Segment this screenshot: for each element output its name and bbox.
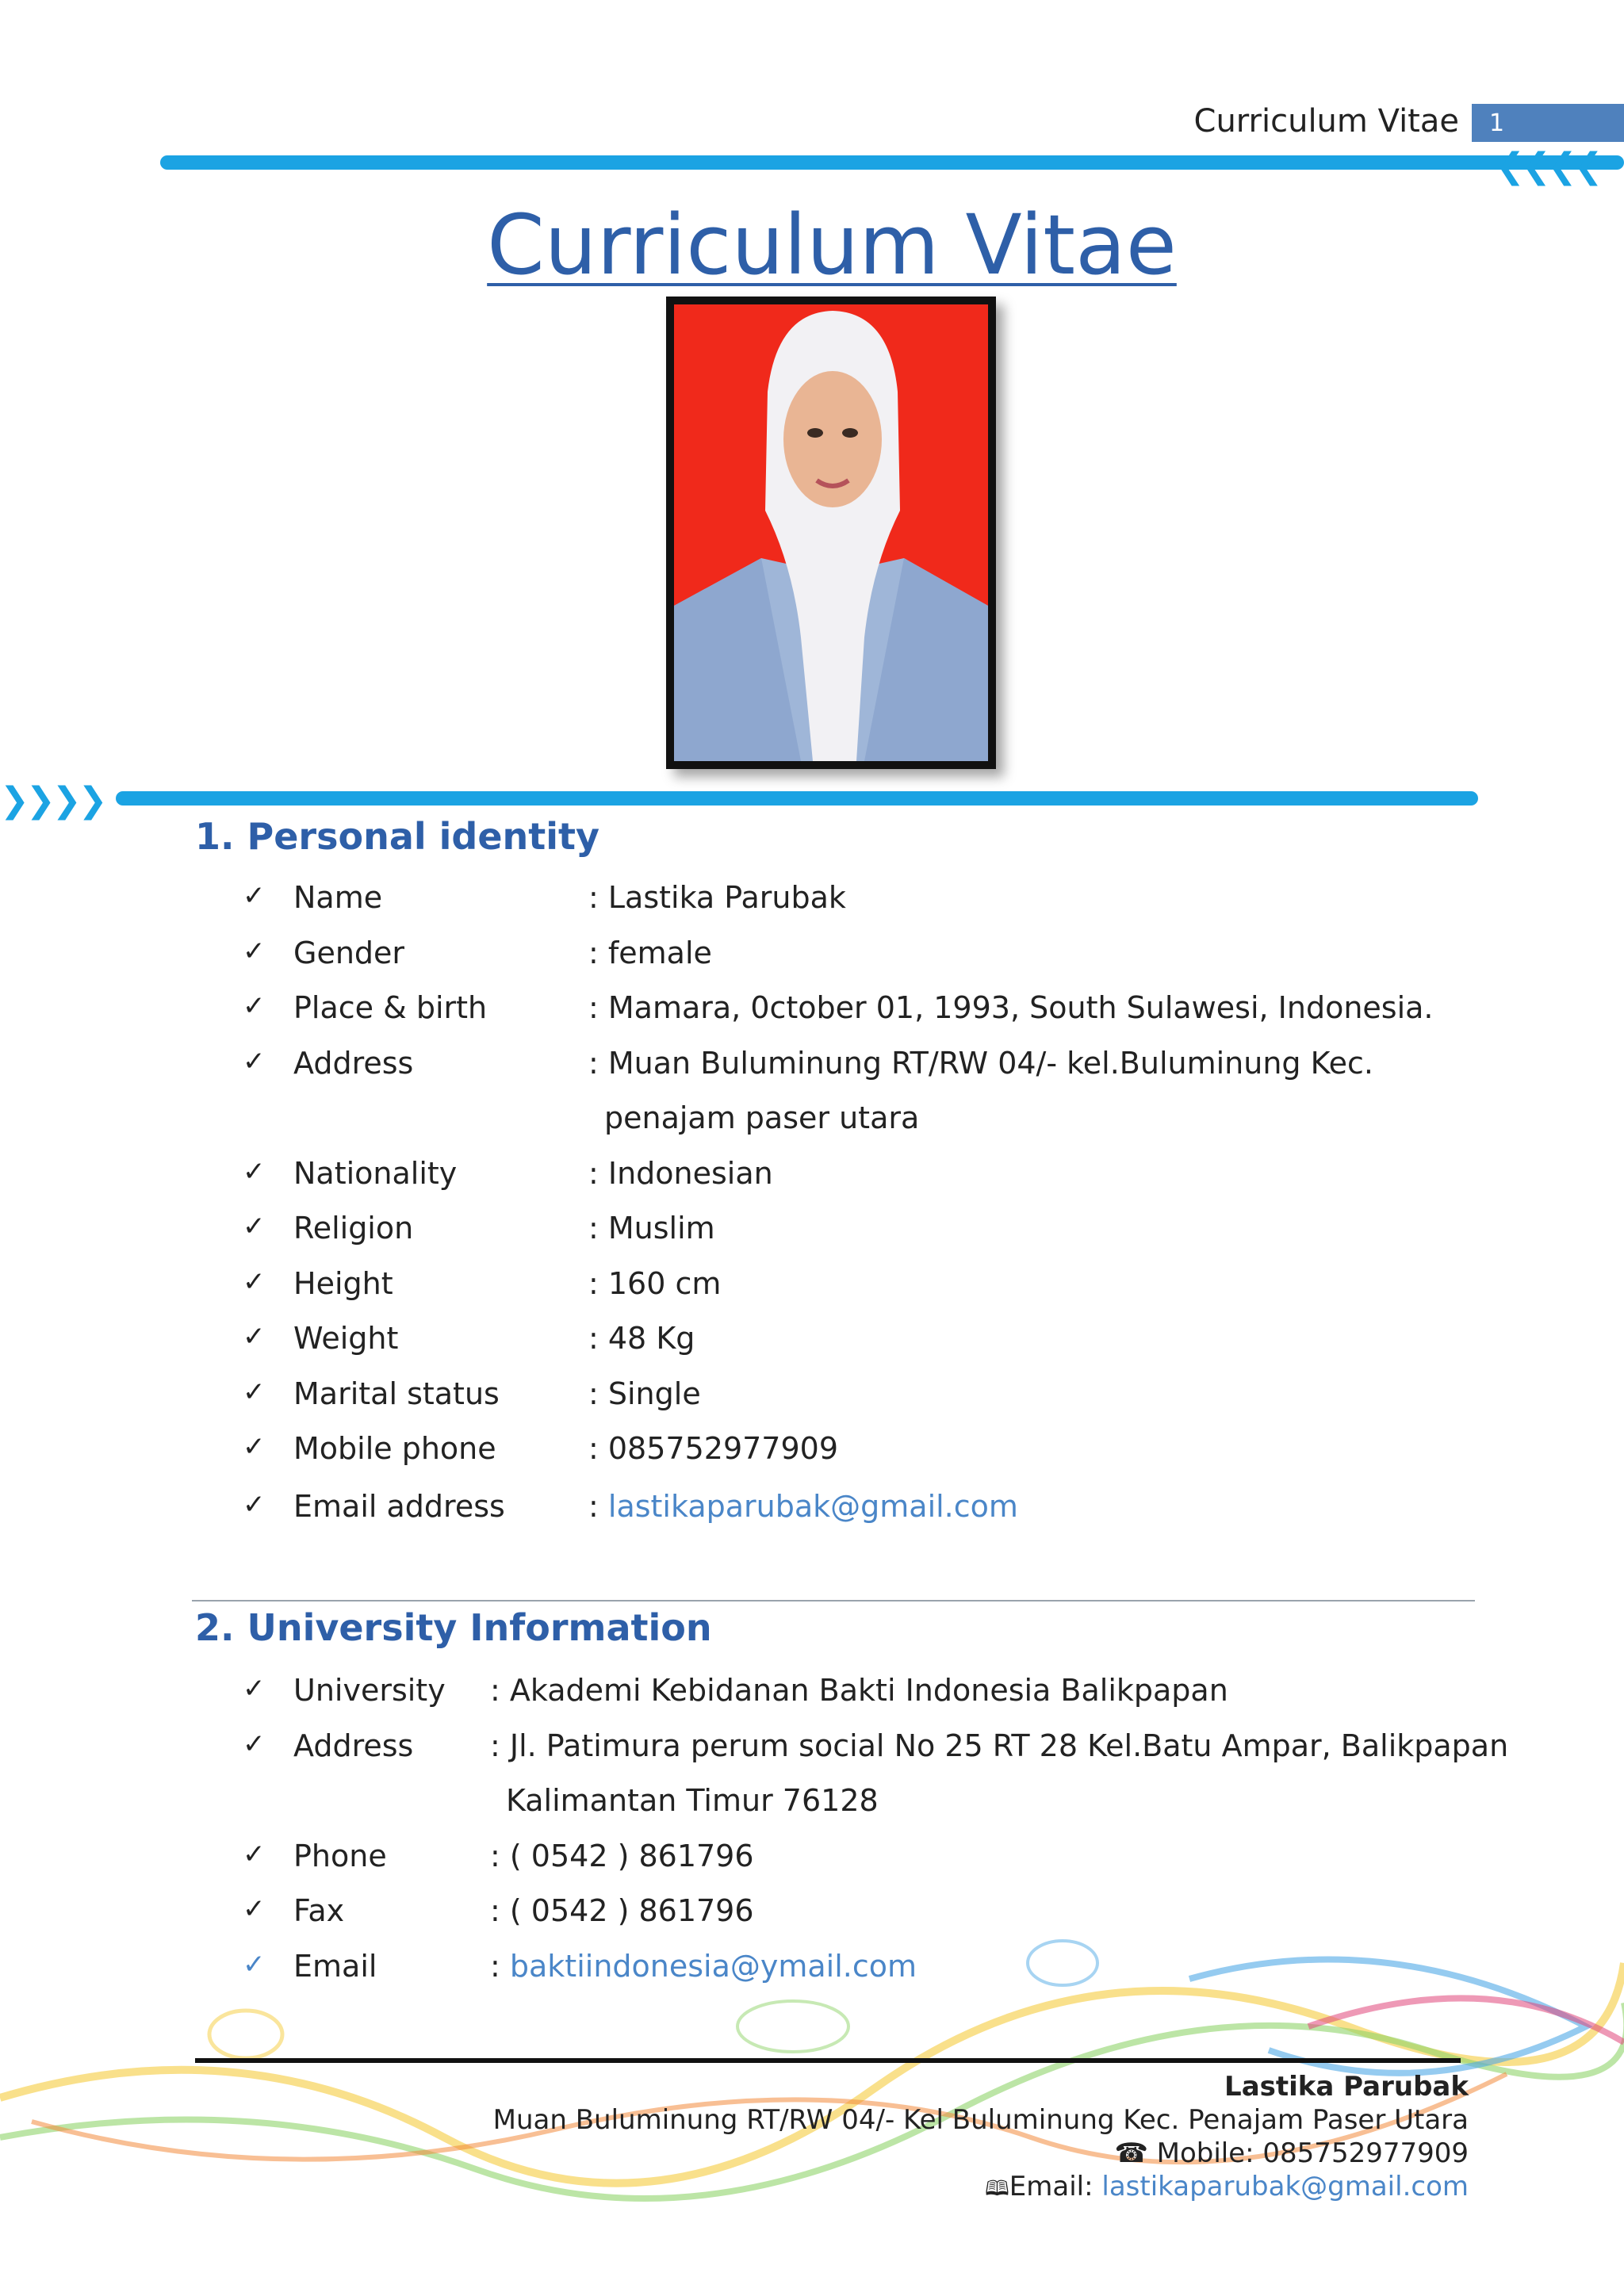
check-icon: ✓ xyxy=(243,1838,266,1870)
email-label: Email xyxy=(293,1949,377,1984)
row-label: Gender xyxy=(293,935,405,970)
footer-mobile-text: Mobile: 085752977909 xyxy=(1147,2137,1469,2169)
row-label: Height xyxy=(293,1265,393,1301)
check-icon: ✓ xyxy=(243,1265,266,1298)
chevron-left-icon: ❮❮❮❮ xyxy=(1496,146,1600,186)
row-value: : Single xyxy=(588,1376,701,1411)
row-value: : Muan Buluminung RT/RW 04/- kel.Buluminung Kec. xyxy=(588,1045,1374,1081)
check-icon: ✓ xyxy=(243,1321,266,1353)
check-icon: ✓ xyxy=(243,990,266,1022)
footer-address: Muan Buluminung RT/RW 04/- Kel Buluminung Kec. Penajam Paser Utara xyxy=(492,2104,1469,2136)
row-value: : ( 0542 ) 861796 xyxy=(490,1893,754,1928)
check-icon: ✓ xyxy=(243,1728,266,1760)
row-label: Name xyxy=(293,880,383,915)
row-value: : 48 Kg xyxy=(588,1321,695,1356)
footer-email-link[interactable]: lastikaparubak@gmail.com xyxy=(1101,2171,1469,2202)
row-value: : Indonesian xyxy=(588,1155,773,1191)
check-icon: ✓ xyxy=(243,1045,266,1077)
footer-mobile xyxy=(1114,2137,1469,2169)
page-number-tab xyxy=(1472,104,1624,142)
row-label: Phone xyxy=(293,1838,387,1873)
check-icon: ✓ xyxy=(243,880,266,912)
row-label: Address xyxy=(293,1728,414,1763)
check-icon: ✓ xyxy=(243,1431,266,1463)
footer-rule xyxy=(195,2058,1461,2063)
university-information-heading: 2. University Information xyxy=(195,1606,712,1649)
row-value: : Akademi Kebidanan Bakti Indonesia Balikpapan xyxy=(490,1673,1228,1708)
row-label: Place & birth xyxy=(293,990,488,1025)
row-value: : Mamara, 0ctober 01, 1993, South Sulawesi, Indonesia. xyxy=(588,990,1434,1025)
header-rule xyxy=(160,155,1624,170)
header-title: Curriculum Vitae xyxy=(1193,103,1459,140)
section-divider-rule xyxy=(116,791,1478,806)
check-icon: ✓ xyxy=(243,1211,266,1242)
footer-email-label: Email: xyxy=(1009,2171,1102,2202)
email-colon: : xyxy=(588,1489,608,1524)
row-value: penajam paser utara xyxy=(604,1100,920,1135)
document-title: Curriculum Vitae xyxy=(487,197,1177,293)
row-label: Weight xyxy=(293,1321,399,1356)
email-link[interactable]: lastikaparubak@gmail.com xyxy=(607,1489,1018,1524)
row-value: : 085752977909 xyxy=(588,1431,839,1466)
footer-name: Lastika Parubak xyxy=(1224,2071,1469,2103)
check-icon: ✓ xyxy=(243,935,266,967)
check-icon: ✓ xyxy=(243,1949,266,1980)
email-label: Email address xyxy=(293,1489,505,1524)
profile-photo xyxy=(666,297,996,769)
check-icon: ✓ xyxy=(243,1489,266,1521)
footer-email xyxy=(985,2171,1469,2209)
row-value: Kalimantan Timur 76128 xyxy=(506,1783,879,1818)
check-icon: ✓ xyxy=(243,1376,266,1408)
row-value: : Muslim xyxy=(588,1211,715,1246)
row-value: : Lastika Parubak xyxy=(588,880,846,915)
row-label: University xyxy=(293,1673,446,1708)
row-label: Address xyxy=(293,1045,414,1081)
row-value: : female xyxy=(588,935,712,970)
row-value: : 160 cm xyxy=(588,1265,722,1301)
row-label: Nationality xyxy=(293,1155,458,1191)
row-value: : Jl. Patimura perum social No 25 RT 28 Kel.Batu Ampar, Balikpapan xyxy=(490,1728,1509,1763)
email-colon: : xyxy=(490,1949,510,1984)
row-value: : ( 0542 ) 861796 xyxy=(490,1838,754,1873)
check-icon: ✓ xyxy=(243,1673,266,1705)
row-label: Mobile phone xyxy=(293,1431,496,1466)
row-label: Religion xyxy=(293,1211,414,1246)
phone-icon: ☎ xyxy=(1114,2137,1148,2169)
mail-icon: 🕮 xyxy=(985,2177,1009,2201)
row-label: Marital status xyxy=(293,1376,500,1411)
row-label: Fax xyxy=(293,1893,345,1928)
section-divider xyxy=(192,1600,1475,1601)
personal-identity-heading: 1. Personal identity xyxy=(195,815,600,858)
page-number: 1 xyxy=(1489,109,1505,137)
chevron-right-icon: ❯❯❯❯ xyxy=(0,780,105,821)
email-link[interactable]: baktiindonesia@ymail.com xyxy=(509,1949,917,1984)
check-icon: ✓ xyxy=(243,1155,266,1188)
check-icon: ✓ xyxy=(243,1893,266,1925)
